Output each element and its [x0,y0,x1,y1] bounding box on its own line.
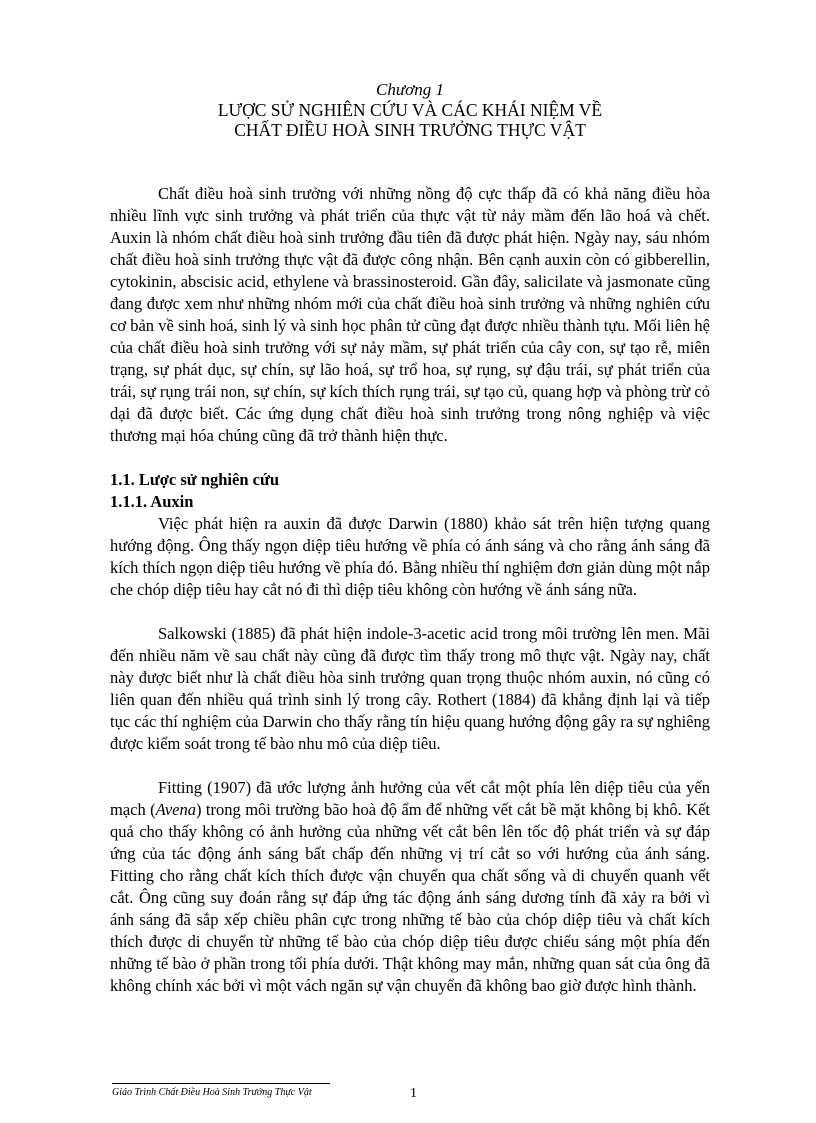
paragraph-salkowski: Salkowski (1885) đã phát hiện indole-3-acetic acid trong môi trường lên men. Mãi đến nhiều năm về sau chất này cũng đã được tìm thấy trong mô thực vật. Ngày nay, chất này được biết như là chất điều hòa sinh trưởng quan trọng thuộc nhóm auxin, nó cũng có liên quan đến nhiều quá trình sinh lý trong cây. Rothert (1884) đã khẳng định lại và tiếp tục các thí nghiệm của Darwin cho thấy rằng tín hiệu quang hướng động gây ra sự nghiêng được kiểm soát trong tế bào nhu mô của diệp tiêu. [110,624,710,753]
paragraph-fitting-rest: ) trong môi trường bão hoà độ ẩm để những vết cắt bề mặt không bị khô. Kết quả cho thấy không có ảnh hưởng của những vết cắt bên lên tốc độ phát triển và sự đáp ứng của tác động ánh sáng bất chấp đến những vị trí cắt so với hướng của ánh sáng. Fitting cho rằng chất kích thích được vận chuyển qua chất sống và di chuyển quanh vết cắt. Ông cũng suy đoán rằng sự đáp ứng tác động ánh sáng dương tính đã xảy ra bởi vì ánh sáng đã sắp xếp chiều phân cực trong những tế bào của chóp diệp tiêu và chất kích thích được di chuyển từ những tế bào của chóp diệp tiêu được chiếu sáng một phía đến những tế bào ở phần trong tối phía dưới. Thật không may mắn, những quan sát của ông đã không chính xác bởi vì một vách ngăn sự vận chuyển đã không bao giờ được hình thành. [110,800,710,995]
section-heading: 1.1. Lược sử nghiên cứu [110,470,280,489]
document-body [110,183,710,997]
chapter-title-line-1: LƯỢC SỬ NGHIÊN CỨU VÀ CÁC KHÁI NIỆM VỀ [217,100,603,120]
intro-paragraph: Chất điều hoà sinh trưởng với những nồng độ cực thấp đã có khả năng điều hòa nhiều lĩnh vực sinh trưởng và phát triển của thực vật từ nảy mầm đến lão hoá và chết. Auxin là nhóm chất điều hoà sinh trưởng đầu tiên đã được phát hiện. Ngày nay, sáu nhóm chất điều hoà sinh trưởng thực vật đã được công nhận. Bên cạnh auxin còn có gibberellin, cytokinin, abscisic acid, ethylene và brassinosteroid. Gần đây, salicilate và jasmonate cũng đang được xem như những nhóm mới của chất điều hoà sinh trưởng và những nghiên cứu cơ bản về sinh hoá, sinh lý và sinh học phân tử cũng đạt được nhiều thành tựu. Mối liên hệ của chất điều hoà sinh trưởng với sự nảy mầm, sự phát triển của cây con, sự tạo rễ, miên trạng, sự phát dục, sự chín, sự lão hoá, sự trổ hoa, sự rụng, sự đậu trái, sự phát triển của trái, sự rụng trái non, sự chín, sự kích thích rụng trái, sự tạo củ, quang hợp và phòng trừ cỏ dại đã được biết. Các ứng dụng chất điều hoà sinh trưởng trong nông nghiệp và việc thương mại hóa chúng cũng đã trở thành hiện thực. [110,184,710,445]
paragraph-darwin: Việc phát hiện ra auxin đã được Darwin (1880) khảo sát trên hiện tượng quang hướng động. Ông thấy ngọn diệp tiêu hướng về phía có ánh sáng và cho rằng ánh sáng đã kích thích ngọn diệp tiêu hướng về phía đó. Bằng nhiều thí nghiệm đơn giản dùng một nắp che chóp diệp tiêu hay cắt nó đi thì diệp tiêu không còn hướng về ánh sáng nữa. [110,514,710,599]
subsection-heading: 1.1.1. Auxin [110,492,194,511]
chapter-heading [110,80,710,140]
chapter-title-line-2: CHẤT ĐIỀU HOÀ SINH TRƯỞNG THỰC VẬT [234,120,586,140]
footer-divider [112,1083,330,1084]
paragraph-fitting-start: Fitting (1907) đã ước lượng ảnh hưởng của vết cắt một phía lên diệp tiêu của yến mạch ( [110,778,710,819]
page-number: 1 [410,1086,417,1101]
chapter-label: Chương 1 [376,80,444,99]
paragraph-fitting [110,777,710,997]
species-name-italic: Avena [155,800,196,819]
footer-book-title: Giáo Trình Chất Điều Hoà Sinh Trưởng Thực Vật [112,1087,312,1098]
